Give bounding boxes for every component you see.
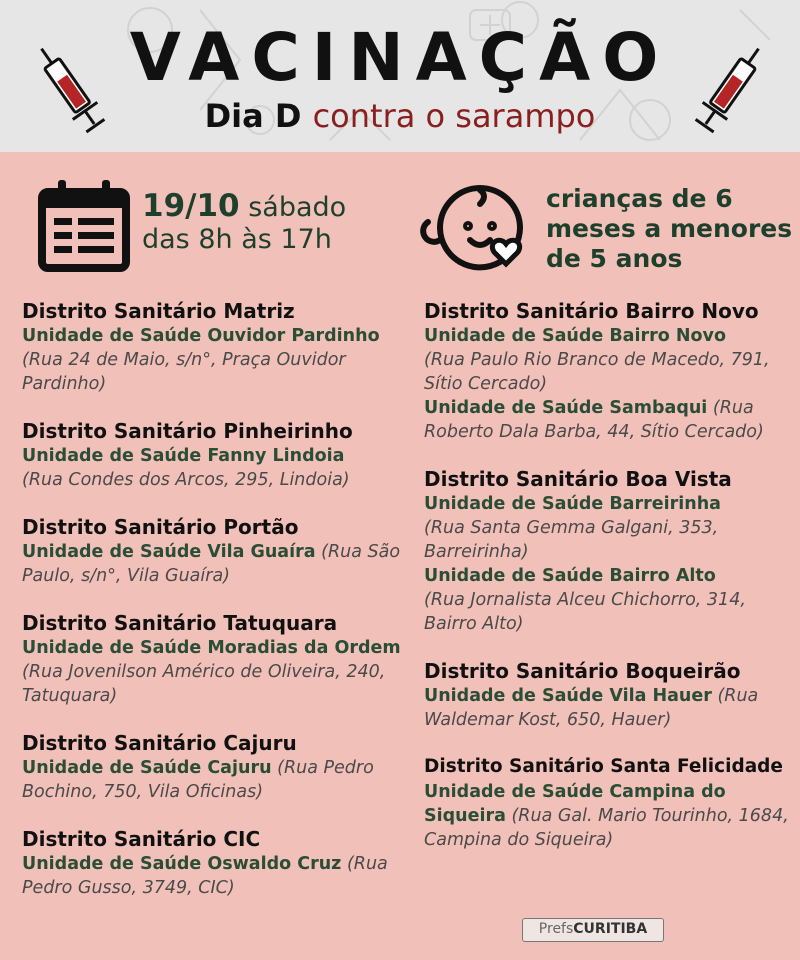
health-unit: Unidade de Saúde Bairro Alto: [424, 566, 716, 586]
date-info: [142, 190, 346, 256]
district-name: Distrito Sanitário Pinheirinho: [22, 419, 353, 443]
target-line: meses a menores: [546, 214, 793, 243]
district-details: [424, 492, 800, 636]
district-name: Distrito Sanitário CIC: [22, 827, 261, 851]
address: (Rua Waldemar Kost, 650, Hauer): [424, 686, 759, 730]
address: (Rua São Paulo, s/n°, Vila Guaíra): [22, 542, 401, 586]
district-boqueirao: [424, 658, 800, 732]
target-line: de 5 anos: [546, 244, 683, 273]
logo-name: CURITIBA: [573, 921, 648, 937]
health-unit: Unidade de Saúde Ouvidor Pardinho: [22, 326, 380, 346]
district-name: Distrito Sanitário Boqueirão: [424, 659, 741, 683]
target-audience: [546, 184, 796, 274]
district-name: Distrito Sanitário Santa Felicidade: [424, 756, 783, 777]
event-day: sábado: [248, 192, 347, 223]
district-portao: [22, 514, 410, 588]
health-unit: Unidade de Saúde Oswaldo Cruz: [22, 854, 342, 874]
district-details: [22, 636, 410, 708]
health-unit: Unidade de Saúde Bairro Novo: [424, 326, 726, 346]
district-details: [424, 684, 800, 732]
address: (Rua Condes dos Arcos, 295, Lindoia): [22, 470, 350, 490]
address: (Rua Jornalista Alceu Chichorro, 314, Bairro Alto): [424, 590, 746, 634]
subtitle-prefix: Dia D: [204, 97, 302, 135]
address: (Rua Santa Gemma Galgani, 353, Barreirinha): [424, 518, 719, 562]
district-name: Distrito Sanitário Matriz: [22, 299, 295, 323]
address: (Rua 24 de Maio, s/n°, Praça Ouvidor Pardinho): [22, 350, 346, 394]
district-name: Distrito Sanitário Cajuru: [22, 731, 297, 755]
event-hours: das 8h às 17h: [142, 224, 332, 255]
district-santa-felicidade: [424, 754, 800, 852]
district-details: [424, 780, 800, 852]
district-cic: [22, 826, 410, 900]
district-details: [424, 324, 800, 444]
health-unit: Unidade de Saúde Vila Guaíra: [22, 542, 316, 562]
district-details: [22, 540, 410, 588]
health-unit: Unidade de Saúde Barreirinha: [424, 494, 721, 514]
health-unit: Unidade de Saúde Cajuru: [22, 758, 272, 778]
district-name: Distrito Sanitário Tatuquara: [22, 611, 338, 635]
prefeitura-curitiba-logo: [522, 918, 664, 942]
health-unit: Unidade de Saúde Sambaqui: [424, 398, 708, 418]
address: (Rua Gal. Mario Tourinho, 1684, Campina do Siqueira): [424, 806, 789, 850]
district-name: Distrito Sanitário Bairro Novo: [424, 299, 759, 323]
health-unit: Unidade de Saúde Campina do Siqueira: [424, 782, 726, 826]
district-name: Distrito Sanitário Boa Vista: [424, 467, 732, 491]
district-cajuru: [22, 730, 410, 804]
event-date: 19/10: [142, 188, 240, 224]
right-column: [424, 298, 800, 874]
health-unit: Unidade de Saúde Vila Hauer: [424, 686, 712, 706]
logo-prefix: Prefs: [538, 921, 574, 937]
district-details: [22, 444, 410, 492]
address: (Rua Jovenilson Américo de Oliveira, 240, Tatuquara): [22, 662, 386, 706]
calendar-icon: [36, 178, 132, 274]
page-title: VACINAÇÃO: [129, 19, 671, 96]
address: (Rua Pedro Gusso, 3749, CIC): [22, 854, 388, 898]
target-line: crianças de 6: [546, 184, 733, 213]
district-details: [22, 852, 410, 900]
health-unit: Unidade de Saúde Fanny Lindoia: [22, 446, 345, 466]
district-bairro-novo: [424, 298, 800, 444]
baby-face-icon: [420, 178, 538, 278]
header: [0, 0, 800, 152]
left-column: [22, 298, 410, 922]
district-details: [22, 756, 410, 804]
district-boa-vista: [424, 466, 800, 636]
district-matriz: [22, 298, 410, 396]
subtitle-suffix: contra o sarampo: [312, 97, 596, 135]
district-pinheirinho: [22, 418, 410, 492]
district-details: [22, 324, 410, 396]
address: (Rua Pedro Bochino, 750, Vila Oficinas): [22, 758, 374, 802]
page-subtitle: [0, 96, 800, 136]
district-name: Distrito Sanitário Portão: [22, 515, 299, 539]
health-unit: Unidade de Saúde Moradias da Ordem: [22, 638, 401, 658]
district-tatuquara: [22, 610, 410, 708]
address: (Rua Paulo Rio Branco de Macedo, 791, Sítio Cercado): [424, 350, 770, 394]
address: (Rua Roberto Dala Barba, 44, Sítio Cercado): [424, 398, 764, 442]
